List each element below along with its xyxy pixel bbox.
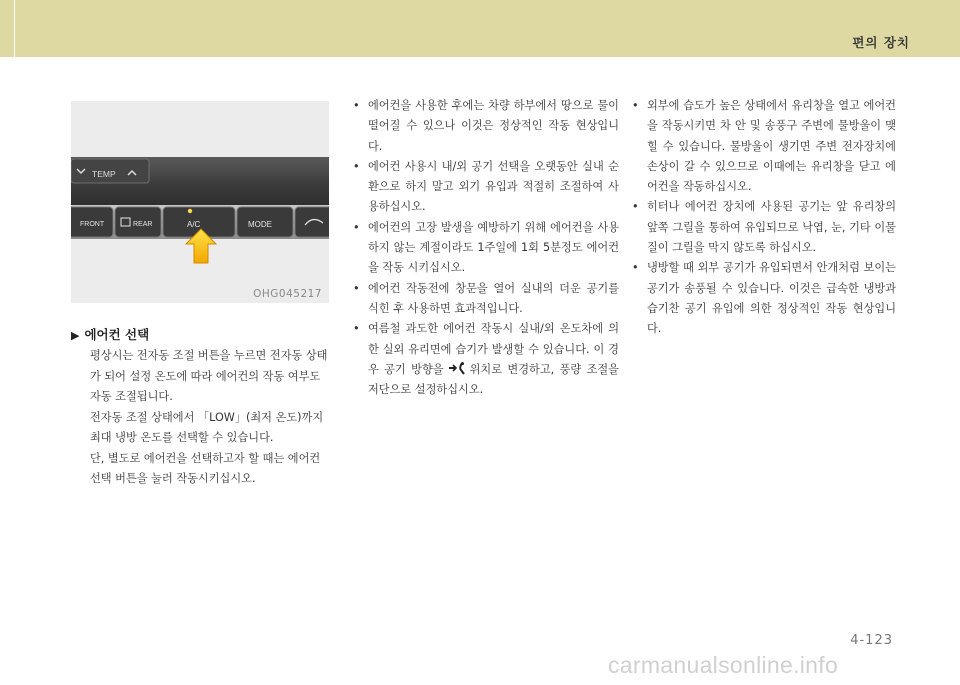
list-item: • 에어컨의 고장 발생을 예방하기 위해 에어컨을 사용하지 않는 계절이라도 1주일에 1회 5분정도 에어컨을 작동 시키십시오. — [353, 218, 619, 279]
mode-button[interactable] — [237, 207, 293, 237]
column3-bullet-list — [632, 96, 896, 340]
triangle-bullet-icon: ▶ — [71, 329, 80, 342]
list-item: • 외부에 습도가 높은 상태에서 유리창을 열고 에어컨을 작동시키면 차 안 및 송풍구 주변에 물방울이 맺힐 수 있습니다. 물방울이 생기면 주변 전자장치에 손상이 갈 수 있으므로 이때에는 유리창을 닫고 에어컨을 작동하십시오. — [632, 96, 896, 197]
list-item: • 에어컨을 사용한 후에는 차량 하부에서 땅으로 물이 떨어질 수 있으나 이것은 정상적인 작동 현상입니다. — [353, 96, 619, 157]
ac-label: A/C — [187, 220, 201, 229]
floor-vent-icon — [448, 362, 466, 375]
paragraph: 단, 별도로 에어컨을 선택하고자 할 때는 에어컨 선택 버튼을 눌러 작동시키십시오. — [90, 451, 321, 485]
list-item: • 히터나 에어컨 장치에 사용된 공기는 앞 유리창의 앞쪽 그릴을 통하여 유입되므로 낙엽, 눈, 기타 이물질이 그릴을 막지 않도록 하십시오. — [632, 197, 896, 258]
ac-control-panel-photo — [71, 101, 329, 303]
paragraph: 전자동 조절 상태에서 「LOW」(최저 온도)까지 최대 냉방 온도를 선택할 수 있습니다. — [90, 410, 324, 444]
ac-indicator-light — [188, 209, 192, 213]
front-defrost-button[interactable] — [71, 207, 113, 237]
list-item: • 에어컨 사용시 내/외 공기 선택을 오랫동안 실내 순환으로 하지 말고 외기 유입과 적절히 조절하여 사용하십시오. — [353, 157, 619, 218]
column2-bullet-list — [353, 96, 619, 400]
section-heading — [71, 325, 149, 343]
section-body — [90, 346, 334, 490]
list-item-text: 위치로 변경하고, 풍량 조절을 저단으로 설정하십시오. — [368, 362, 619, 397]
list-item: • 에어컨 작동전에 창문을 열어 실내의 더운 공기를 식힌 후 사용하면 효과적입니다. — [353, 279, 619, 320]
temp-label: TEMP — [92, 169, 116, 179]
rear-defrost-button[interactable] — [115, 207, 161, 237]
page-number: 4-123 — [850, 633, 893, 648]
mode-label: MODE — [248, 220, 272, 229]
recirculation-button[interactable] — [295, 207, 329, 237]
rear-label: REAR — [133, 221, 153, 228]
ac-panel-illustration — [71, 101, 329, 303]
section-heading-text: 에어컨 선택 — [84, 327, 150, 342]
watermark: carmanualsonline.info — [608, 652, 839, 678]
paragraph: 평상시는 전자동 조절 버튼을 누르면 전자동 상태가 되어 설정 온도에 따라 에어컨의 작동 여부도 자동 조절됩니다. — [90, 349, 328, 403]
page-title: 편의 장치 — [852, 35, 910, 50]
figure-code: OHG045217 — [253, 288, 322, 300]
header-stripe — [14, 0, 15, 57]
header-band — [0, 0, 960, 57]
front-label: FRONT — [80, 221, 105, 228]
list-item: • 냉방할 때 외부 공기가 유입되면서 안개처럼 보이는 공기가 송풍될 수 있습니다. 이것은 급속한 냉방과 습기찬 공기 유입에 의한 정상적인 작동 현상입니다. — [632, 258, 896, 339]
list-item-text: 여름철 과도한 에어컨 작동시 실내/외 온도차에 의한 실외 유리면에 습기가 발생할 수 있습니다. 이 경우 공기 방향을 — [368, 322, 619, 376]
list-item — [353, 319, 619, 400]
